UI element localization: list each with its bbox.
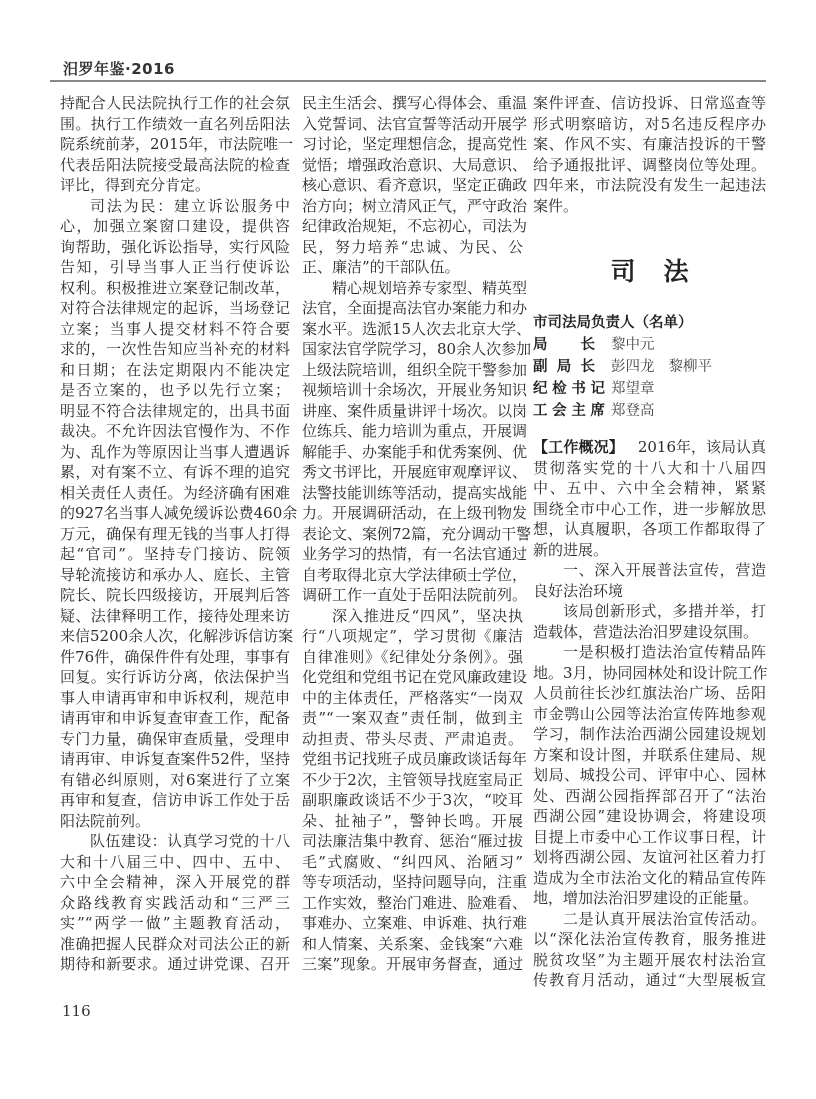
paragraph [533,93,766,216]
text-line [302,196,528,217]
text-line-content: 民，努力培养“忠诚、为民、公 [302,237,523,256]
text-line [302,462,528,483]
text-line-content: 六中全会精神，深入开展党的群 [60,873,290,891]
text-line-content: 是否立案的，也予以先行立案； [60,381,290,399]
text-line [302,442,528,463]
text-line-content: 相关责任人责任。为经济确有困难 [60,483,290,502]
text-line-content: 再审和复查，信访申诉工作处于岳 [60,791,290,809]
text-line-content: 人员前往长沙红旗法治广场、岳阳 [533,684,766,702]
text-line-content: 国家法官学院学习，80余人次参加 [302,340,532,358]
text-line-content: 中的主体责任，严格落实“一岗双 [302,688,523,707]
text-line [302,585,528,606]
text-line [302,852,523,873]
text-line-content: 划将西湖公园、友谊河社区着力打 [533,848,766,866]
text-line [302,216,528,237]
text-line [302,155,528,176]
text-line [60,237,290,258]
text-line [533,458,766,479]
text-line [533,663,766,684]
text-line-content: 自考取得北京大学法律硕士学位， [302,565,528,584]
text-line-content: 围绕全市中心工作，进一步解放思 [533,499,766,518]
text-line [60,667,290,688]
text-line [60,606,290,627]
text-line [302,688,523,709]
text-line [302,954,523,975]
paragraph [302,606,528,975]
text-column-3 [533,93,766,216]
text-line-content: 阳法院前列。 [60,811,151,830]
text-line-content: 专门力量，确保审查质量，受理申 [60,729,290,748]
text-line [60,483,290,504]
paragraph [60,831,290,975]
text-line [302,811,523,832]
text-line [302,913,528,934]
text-line [533,478,766,499]
text-line-content: 来信5200余人次，化解涉诉信访案 [60,627,294,645]
text-line [60,954,290,975]
text-line-content: 裁决。不允许因法官慢作为、不作 [60,422,290,440]
text-line [302,257,523,278]
paragraph [60,196,298,832]
text-line-content: 期待和新要求。通过讲党课、召开 [60,955,290,973]
leaders-list [533,312,766,422]
text-line [60,339,290,360]
text-line-content: 队伍建设：认真学习党的十八 [90,832,290,850]
text-line [302,647,523,668]
text-line-content: 法官，全面提高法官办案能力和办 [302,299,528,317]
text-line [60,257,290,278]
text-line [60,319,290,340]
text-line [533,540,766,561]
text-line-content: 觉悟；增强政治意识、大局意识、 [302,155,528,174]
text-line-content: 件76件，确保件件有处理，事事有 [60,647,290,666]
text-line [533,868,766,889]
text-line [302,175,528,196]
text-line [60,134,294,155]
text-line [533,806,766,827]
text-line [302,503,528,524]
text-line [302,421,528,442]
text-line [60,401,290,422]
text-line-content: 评比，得到充分肯定。 [60,176,211,194]
text-line [533,970,766,991]
text-line [533,847,766,868]
leaders-caption: 市司法局负责人（名单） [533,315,693,331]
text-line-content: 地，增加法治汨罗建设的正能量。 [533,889,759,907]
text-line-content: 深入推进反“四风”，坚决执 [332,606,523,625]
leader-role: 工会主席 [533,403,605,419]
text-line [302,360,528,381]
text-line [60,688,290,709]
paragraph [533,642,766,909]
text-line [533,499,766,520]
text-line-content: 良好法治环境 [533,581,624,600]
text-line [302,708,523,729]
section-title: 司法 [610,257,717,286]
leader-role: 局长 [533,337,595,353]
text-line [302,893,528,914]
text-line-content: 方案和设计图，并联系住建局、规 [533,745,766,764]
text-line [302,790,523,811]
text-line-content: 化党组和党组书记在党风廉政建设 [302,668,528,686]
text-line [533,114,766,135]
text-line [302,872,528,893]
text-line [60,749,290,770]
text-line-content: 脱贫攻坚”为主题开展农村法治宣 [533,950,766,969]
text-line [533,683,766,704]
text-line-content: 自律准则》《纪律处分条例》。强 [302,647,523,666]
text-line-content: 和人情案、关系案、金钱案“六难 [302,934,523,953]
text-line-content: 新的进展。 [533,540,609,559]
text-line-content: 视频培训十余场次，开展业务知识 [302,381,528,399]
text-line [533,601,766,622]
text-line-content: 给予通报批评、调整岗位等处理。 [533,155,766,174]
text-line-content: 讲座、案件质量讲评十场次。以岗 [302,401,528,420]
text-line-content: 的927名当事人减免缓诉讼费460余 [60,504,298,522]
text-line [60,175,290,196]
leader-name: 郑登高 [611,403,655,419]
text-line [533,642,766,663]
text-line [60,708,290,729]
text-line-content: 回复。实行诉访分离，依法保护当 [60,668,290,686]
text-line-content: 行“八项规定”，学习贯彻《廉洁 [302,627,523,645]
text-line-content: 调研工作一直处于岳阳法院前列。 [302,586,528,604]
leader-name: 彭四龙 [611,359,655,375]
text-line-content: 等专项活动，坚持问题导向，注重 [302,873,528,891]
text-line [60,360,290,381]
text-line-content: 市金鹗山公园等法治宣传阵地参观 [533,704,766,723]
text-line-content: 事难办、立案难、申诉难、执行难 [302,914,528,932]
text-line-content: 上级法院培训，组织全院干警参加 [302,360,528,379]
text-line-content: 位练兵、能力培训为重点，开展调 [302,422,528,440]
text-line-content: 导轮流接访和承办人、庭长、主管 [60,565,290,584]
text-line-content: 准确把握人民群众对司法公正的新 [60,934,290,953]
text-line [533,437,766,458]
text-line-content: 二是认真开展法治宣传活动。 [563,909,766,928]
text-line-content: 起“官司”。坚持专门接访、院领 [60,545,290,563]
paragraph [302,278,532,606]
text-line-content: 形式明察暗访，对5名违反程序办 [533,114,766,133]
text-line-content: 请再审和申诉复查审查工作，配备 [60,709,290,727]
text-line-content: 表论文、案例72篇，充分调动干警 [302,524,532,543]
text-line-content: 纪律政治规矩，不忘初心，司法为 [302,217,528,235]
text-line [302,380,528,401]
text-line-content: 告知，引导当事人正当行使诉讼 [60,258,290,276]
text-line [302,544,528,565]
text-line-content: 立案；当事人提交材料不符合要 [60,319,290,338]
overview-tag: 【工作概况】 [533,438,624,456]
text-line [533,929,766,950]
text-line [60,216,290,237]
text-line-content: 累，对有案不立、有诉不理的追究 [60,463,290,481]
text-line [533,950,766,971]
text-line [60,872,290,893]
text-line-content: 众路线教育实践活动和“三严三 [60,893,290,912]
text-line-content: 司法为民：建立诉讼服务中 [90,196,290,215]
text-line-content: 大和十八届三中、四中、五中、 [60,852,290,871]
text-line [302,483,528,504]
text-line-content: 万元，确保有理无钱的当事人打得 [60,524,290,543]
text-line [60,934,290,955]
text-line [60,298,290,319]
text-line-content: 案件评查、信访投诉、日常巡查等 [533,94,766,112]
text-line [302,565,528,586]
leader-name: 黎柳平 [668,359,712,375]
text-line [60,196,290,217]
text-line [533,888,766,909]
text-line-content: 案件。 [533,196,579,215]
text-line-content: 朵、扯袖子”，警钟长鸣。开展 [302,811,523,830]
text-line [60,524,290,545]
leader-row [533,334,766,356]
text-line [60,913,290,934]
text-line [302,93,528,114]
text-line [533,93,766,114]
text-line-content: 为、乱作为等原因让当事人遭遇诉 [60,442,290,461]
text-line-content: 精心规划培养专家型、精英型 [332,278,528,297]
text-line [60,831,290,852]
text-line [60,770,290,791]
text-line-content: 一是积极打造法治宣传精品阵 [563,643,766,661]
text-line-content: 核心意识、看齐意识，坚定正确政 [302,176,528,194]
text-line [60,811,290,832]
text-line [533,909,766,930]
paragraph [302,93,528,278]
text-line-content: 习讨论，坚定理想信念，提高党性 [302,135,528,153]
text-line [533,581,766,602]
text-line-content: 心，加强立案窗口建设，提供咨 [60,217,290,235]
text-line-content: 院长、院长四级接访，开展判后答 [60,586,290,604]
text-line-content: 司法廉洁集中教育、惩治“雁过拔 [302,832,523,850]
leader-row [533,400,766,422]
text-line-content: 案水平。选派15人次去北京大学、 [302,319,532,338]
text-line-content: 实”“两学一做”主题教育活动， [60,914,290,932]
text-line [533,196,766,217]
leader-role: 纪检书记 [533,381,605,397]
text-line [60,647,290,668]
running-header-title: 汨罗年鉴·2016 [63,60,175,78]
text-line-content: 西湖公园”建设协调会，将建设项 [533,807,766,825]
text-line-content: 入党誓词、法官宣誓等活动开展学 [302,114,528,133]
text-line [60,462,290,483]
text-line-content: 动担责、带头尽责、严肃追责。 [302,729,523,748]
text-line [60,729,290,750]
text-line [302,401,528,422]
text-line-content: 持配合人民法院执行工作的社会氛 [60,94,290,112]
leader-name: 郑望章 [611,381,655,397]
leader-row [533,356,766,378]
leader-name: 黎中元 [611,337,655,353]
text-line [533,560,766,581]
page-number: 116 [62,1002,91,1020]
text-line [533,724,766,745]
text-line [60,278,290,299]
text-line [302,298,528,319]
text-line [302,237,523,258]
text-line-content: 询帮助，强化诉讼指导，实行风险 [60,237,290,256]
text-line [302,339,532,360]
text-line [533,175,766,196]
text-line-content: 四年来，市法院没有发生一起违法 [533,176,766,194]
text-column-2 [302,93,532,975]
text-line [533,827,766,848]
text-line [302,524,532,545]
text-line-content: 目提上市委中心工作议事日程，计 [533,827,766,846]
text-line [533,704,766,725]
text-line [302,831,523,852]
text-line-content: 中、五中、六中全会精神，紧紧 [533,479,766,497]
text-line-content: 想，认真履职，各项工作都取得了 [533,520,766,538]
text-line-content: 法警技能训练等活动，提高实战能 [302,483,528,502]
text-line-content: 造载体，营造法治汨罗建设氛围。 [533,622,759,641]
text-line-content: 求的，一次性告知应当补充的材料 [60,340,290,358]
text-line [302,606,523,627]
text-line-content: 处、西湖公园指挥部召开了“法治 [533,786,766,805]
text-line-content: 治方向；树立清风正气，严守政治 [302,196,528,215]
text-line [60,565,290,586]
text-line-content: 传教育月活动，通过“大型展板宣 [533,971,766,989]
text-line [60,626,294,647]
text-line [302,626,523,647]
text-line [533,155,766,176]
text-line [60,114,290,135]
text-line-content: 业务学习的热情，有一名法官通过 [302,545,528,563]
text-line-content: 明显不符合法律规定的，出具书面 [60,401,290,420]
text-line [60,155,290,176]
text-line-content: 权利。积极推进立案登记制改革， [60,278,290,297]
text-line-content: 疑、法律释明工作，接待处理来访 [60,606,290,625]
paragraph [533,601,766,642]
text-line-content: 正、廉洁”的干部队伍。 [302,258,460,276]
text-line [302,114,528,135]
text-line [533,134,766,155]
text-line [60,93,290,114]
text-line [60,893,290,914]
text-line [60,421,290,442]
text-line-content: 贯彻落实党的十八大和十八届四 [533,458,766,477]
text-column-1 [60,93,298,975]
text-line [533,519,766,540]
paragraph [533,560,766,601]
text-line-content: 事人申请再审和申诉权利，规范申 [60,688,290,707]
text-line-content: 地。3月，协同园林处和设计院工作 [533,663,768,682]
text-line-content: 工作实效，整治门难进、脸难看、 [302,893,528,912]
text-line [302,667,528,688]
text-line-content: 副职廉政谈话不少于3次，“咬耳 [302,791,523,809]
text-line-content: 民主生活会、撰写心得体会、重温 [302,94,528,112]
leader-role: 副局长 [533,359,595,375]
text-line-content: 力。开展调研活动，在上级刊物发 [302,504,528,522]
paragraph [533,909,766,991]
text-line-content: 一、深入开展普法宣传，营造 [563,561,766,579]
text-line [302,729,523,750]
text-line-content: 院系统前茅，2015年，市法院唯一 [60,135,294,153]
overview-section [533,437,766,991]
text-line [60,442,290,463]
text-line-content: 有错必纠原则，对6案进行了立案 [60,770,290,789]
paragraph [60,93,294,196]
text-line [533,765,766,786]
text-line-content: 2016年，该局认真 [637,438,766,456]
text-line-content: 以“深化法治宣传教育，服务推进 [533,930,766,948]
text-line [533,622,766,643]
text-line-content: 造成为全市法治文化的精品宣传阵 [533,868,766,887]
text-line [60,790,290,811]
text-line [302,749,528,770]
text-line-content: 三案”现象。开展审务督查，通过 [302,955,523,973]
text-line-content: 毛”式腐败、“纠四风、治陋习” [302,852,523,871]
text-line [302,319,532,340]
text-line [302,770,523,791]
text-line [302,934,523,955]
text-line-content: 该局创新形式，多措并举，打 [563,602,766,620]
text-line-content: 不少于2次，主管领导找庭室局正 [302,770,523,789]
text-line-content: 划局、城投公司、评审中心、园林 [533,766,766,784]
text-line-content: 和日期；在法定期限内不能决定 [60,360,290,379]
text-line-content: 学习，制作法治西湖公园建设规划 [533,725,766,743]
text-line [60,852,290,873]
text-line [60,503,298,524]
text-line-content: 案、作风不实、有廉洁投诉的干警 [533,135,766,153]
text-line-content: 对符合法律规定的起诉，当场登记 [60,299,290,317]
text-line [60,585,290,606]
text-line [302,278,528,299]
text-line-content: 秀文书评比，开展庭审观摩评议、 [302,463,528,481]
text-line-content: 责”“一案双查”责任制，做到主 [302,709,523,727]
text-line-content: 党组书记找班子成员廉政谈话每年 [302,750,528,768]
text-line-content: 围。执行工作绩效一直名列岳阳法 [60,114,290,133]
text-line [60,544,290,565]
text-line-content: 代表岳阳法院接受最高法院的检查 [60,155,290,174]
header-rule [50,80,766,82]
paragraph [533,437,766,560]
text-line [533,745,766,766]
text-line-content: 请再审、申诉复查案件52件，坚持 [60,750,290,768]
leader-row [533,378,766,400]
text-line [302,134,528,155]
text-line-content: 解能手、办案能手和优秀案例、优 [302,442,528,461]
text-line [60,380,290,401]
text-line [533,786,766,807]
